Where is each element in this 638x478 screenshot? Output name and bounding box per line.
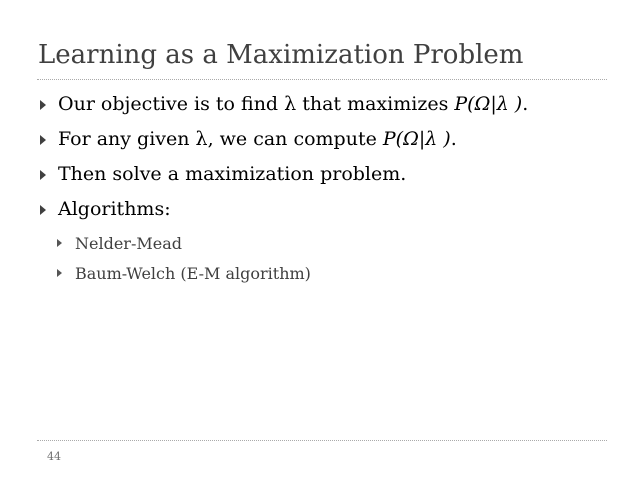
bullet-item-algorithms — [40, 194, 620, 229]
triangle-right-icon — [40, 170, 46, 180]
bullet-text: Then solve a maximization problem. — [58, 163, 407, 185]
bullet-text: For any given λ, we can compute — [58, 128, 383, 150]
triangle-right-icon — [40, 135, 46, 145]
bullet-item-objective — [40, 89, 620, 124]
bullet-list — [40, 89, 620, 289]
sub-bullet-item-nelder-mead — [57, 229, 620, 259]
title-divider — [37, 79, 607, 80]
slide-title: Learning as a Maximization Problem — [38, 40, 524, 70]
bullet-punctuation: . — [522, 93, 529, 115]
sub-bullet-text: Nelder-Mead — [75, 234, 182, 253]
bullet-item-solve — [40, 159, 620, 194]
footer-divider — [37, 440, 607, 441]
sub-bullet-item-baum-welch — [57, 259, 620, 289]
sub-bullet-text: Baum-Welch (E-M algorithm) — [75, 264, 311, 283]
probability-formula: P(Ω|λ ) — [382, 128, 451, 150]
triangle-right-icon — [57, 239, 62, 247]
bullet-item-compute — [40, 124, 620, 159]
triangle-right-icon — [57, 269, 62, 277]
page-number: 44 — [47, 450, 61, 463]
bullet-text: Algorithms: — [58, 198, 171, 220]
probability-formula: P(Ω|λ ) — [454, 93, 523, 115]
bullet-text: Our objective is to find λ that maximizes — [58, 93, 455, 115]
triangle-right-icon — [40, 205, 46, 215]
triangle-right-icon — [40, 100, 46, 110]
bullet-punctuation: . — [450, 128, 457, 150]
